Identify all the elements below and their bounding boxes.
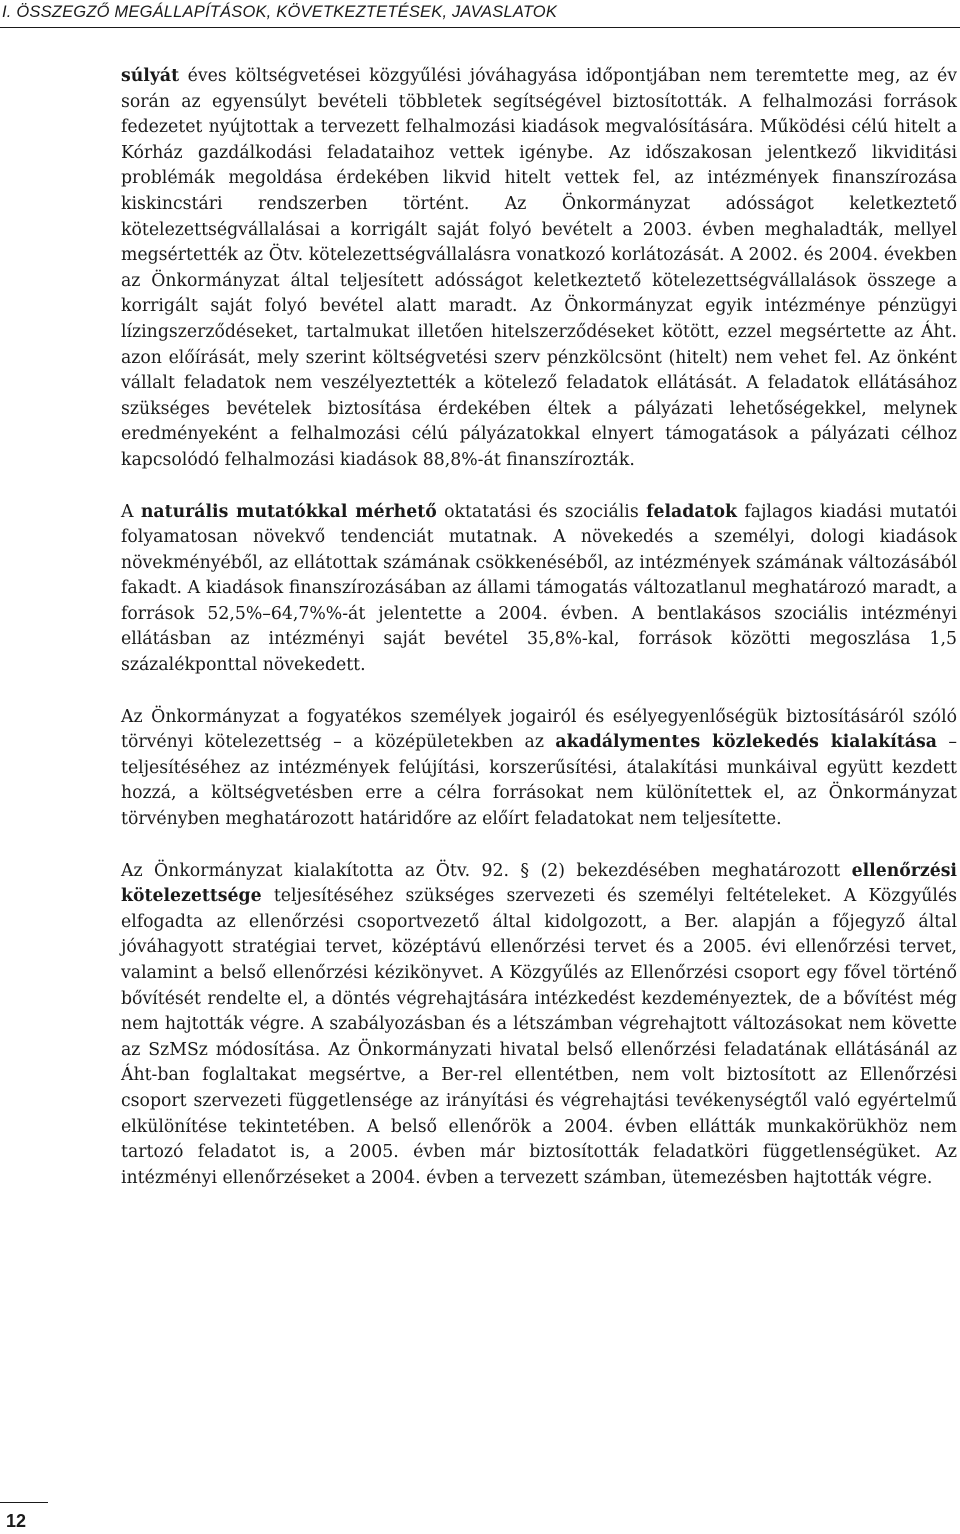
paragraph-text: – teljesítéséhez az intézmények felújítási, korszerűsítési, átalakítási munkáival együtt kezdett hozzá, a költségvetésben erre a célra forrásokat nem különítettek el, az Önkormányzat törvényben meghatározott határidőre az előírt feladatokat nem teljesítette.	[121, 732, 957, 830]
page-footer	[0, 1502, 48, 1534]
running-header	[0, 0, 960, 28]
bold-phrase: súlyát	[121, 66, 180, 86]
paragraph-text: teljesítéséhez szükséges szervezeti és személyi feltételeket. A Közgyűlés elfogadta az ellenőrzési csoportvezető által kidolgozott, a Ber. alapján a főjegyző által jóváhagyott stratégiai tervet, középtávú ellenőrzési tervet és a 2005. évi ellenőrzési tervet, valamint a belső ellenőrzési kézikönyvet. A Közgyűlés az Ellenőrzési csoport egy fővel történő bővítését rendelte el, a döntés végrehajtására intézkedést kezdeményeztek, de a bővítést még nem hajtották végre. A szabályozásban és a létszámban végrehajtott változásokat nem követte az SzMSz módosítása. Az Önkormányzati hivatal belső ellenőrzési feladatának ellátásánál az Áht-ban foglaltakat megsértve, a Ber-rel ellentétben, nem volt biztosított az Ellenőrzési csoport szervezeti függetlensége az irányítási és végrehajtási tevékenységtől való egyértelmű elkülönítése tekintetében. A belső ellenőrök a 2004. évben ellátták munkakörükhöz nem tartozó feladatot is, a 2005. évben már biztosították feladatköri függetlenségüket. Az intézményi ellenőrzéseket a 2004. évben a tervezett számban, ütemezésben hajtották végre.	[121, 886, 957, 1188]
paragraph-text: oktatatási és szociális	[436, 501, 647, 522]
body-text	[121, 64, 957, 1217]
bold-phrase: naturális mutatókkal mérhető	[140, 501, 437, 522]
bold-phrase: ellenőrzési kötelezettsége	[121, 860, 957, 907]
paragraph-text: A	[121, 501, 141, 522]
footer-rule	[0, 1502, 48, 1503]
paragraph-budget-balance	[121, 64, 957, 474]
paragraph-text: fajlagos kiadási mutatói folyamatosan növekvő tendenciát mutatnak. A növekedés a személyi, dologi kiadások növekményéből, az ellátottak számának csökkenéséből, az intézmények számának változásából fakadt. A kiadások finanszírozásában az állami támogatás változatlanul meghatározó maradt, a források 52,5%–64,7%%-át jelentette a 2004. évben. A bentlakásos szociális intézményi ellátásban az intézményi saját bevétel 35,8%-kal, források közötti megoszlása 1,5 százalékponttal növekedett.	[121, 501, 957, 676]
paragraph-akadalymentes	[121, 705, 957, 833]
paragraph-text: Az Önkormányzat a fogyatékos személyek jogairól és esélyegyenlőségük biztosításáról szóló törvényi kötelezettség – a középületekben az	[121, 706, 957, 753]
paragraph-naturalis-mutatok	[121, 500, 957, 679]
paragraph-text: éves költségvetései közgyűlési jóváhagyása időpontjában nem teremtette meg, az év során az egyensúlyt bevételi többletek segítségével biztosították. A felhalmozási források fedezetet nyújtottak a tervezett felhalmozási kiadások megvalósítására. Működési célú hitelt a Kórház gazdálkodási feladataihoz vettek igénybe. Az időszakosan jelentkező likviditási problémák megoldása érdekében likvid hitelt vettek fel, az intézmények finanszírozása kiskincstári rendszerben történt. Az Önkormányzat adósságot keletkeztető kötelezettségvállalásai a korrigált saját folyó bevételt a 2003. évben meghaladták, mellyel megsértették az Ötv. kötelezettségvállalásra vonatkozó korlátozását. A 2002. és 2004. években az Önkormányzat által teljesített adósságot keletkeztető kötelezettségvállalások összege a korrigált saját folyó bevétel alatt maradt. Az Önkormányzat egyik intézménye pénzügyi lízingszerződéseket, tartalmukat illetően hitelszerződéseket kötött, ezzel megsértette az Áht. azon előírását, mely szerint költségvetési szerv pénzkölcsönt (hitelt) nem vehet fel. Az önként vállalt feladatok nem veszélyeztették a kötelező feladatok ellátását. A feladatok ellátásához szükséges bevételek biztosítása érdekében éltek a pályázati lehetőségekkel, melynek eredményeként a felhalmozási célú pályázatokkal elnyert támogatások a pályázati célhoz kapcsolódó felhalmozási kiadások 88,8%-át finanszírozták.	[121, 66, 957, 470]
bold-phrase: feladatok	[646, 501, 738, 522]
paragraph-text: Az Önkormányzat kialakította az Ötv. 92. § (2) bekezdésében meghatározott	[121, 860, 852, 881]
bold-phrase: akadálymentes közlekedés kialakítása	[555, 732, 937, 753]
section-title: I. ÖSSZEGZŐ MEGÁLLAPÍTÁSOK, KÖVETKEZTETÉSEK, JAVASLATOK	[2, 3, 558, 21]
paragraph-ellenorzes	[121, 859, 957, 1192]
page-number: 12	[6, 1511, 27, 1531]
